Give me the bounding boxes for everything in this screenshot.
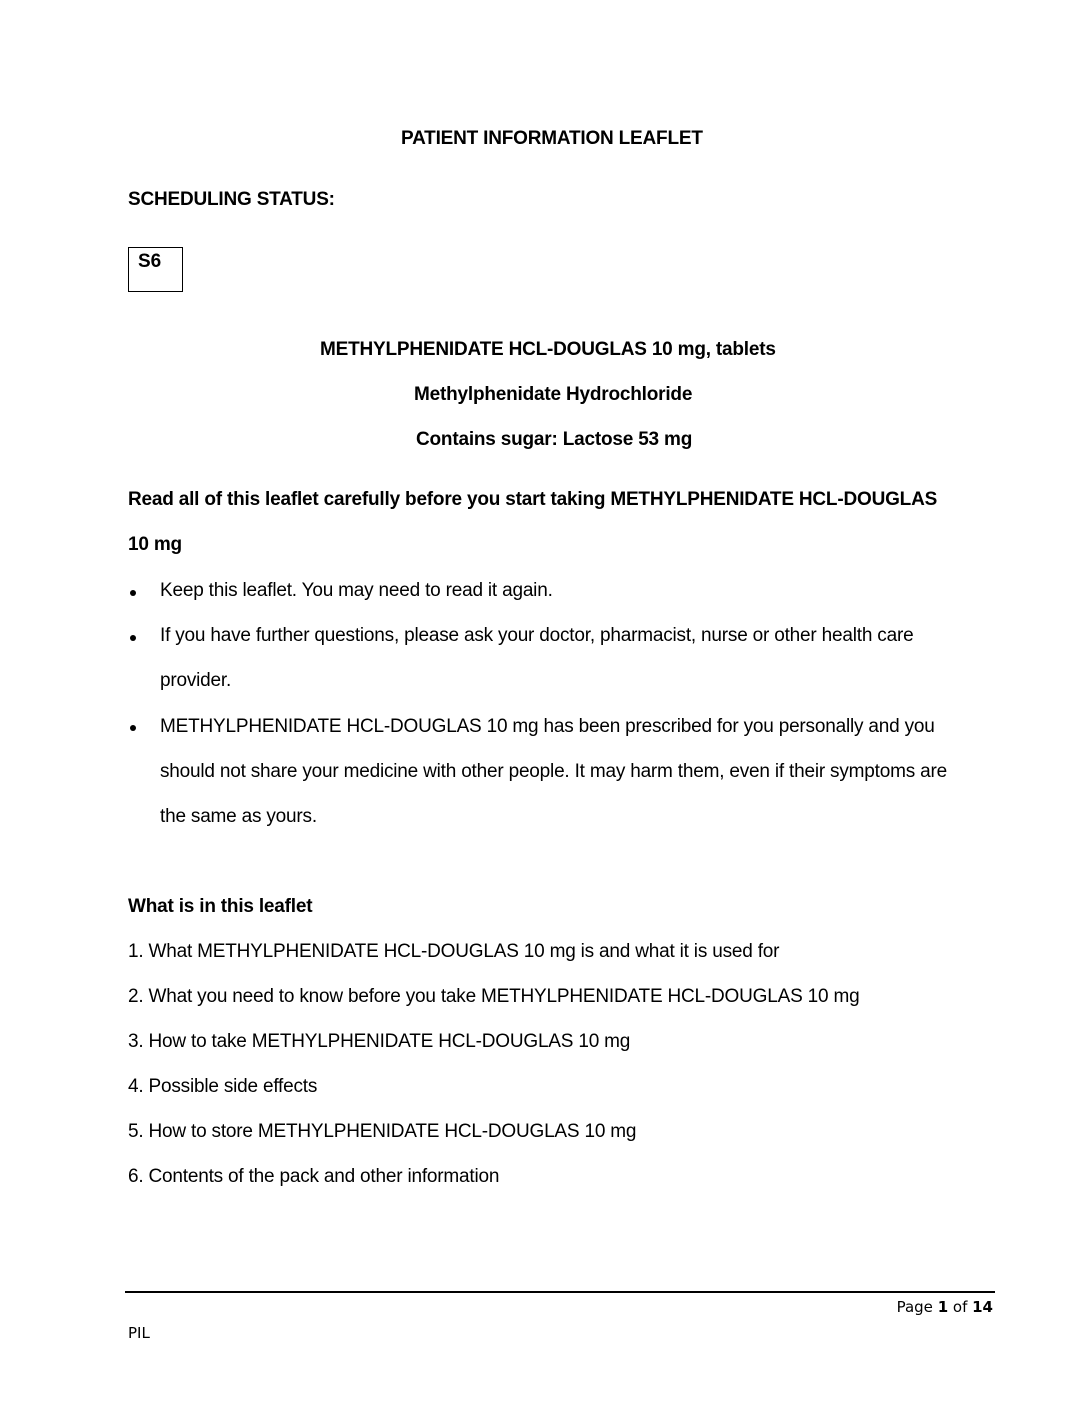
bullet-icon [130, 635, 136, 641]
footer-divider [125, 1291, 995, 1293]
scheduling-status-value: S6 [138, 251, 162, 272]
contents-item: 4. Possible side effects [128, 1076, 318, 1097]
footer-doc-code: PIL [128, 1324, 150, 1342]
intro-text-line: 10 mg [128, 534, 182, 555]
product-generic-name: Methylphenidate Hydrochloride [414, 384, 693, 405]
scheduling-status-box [128, 247, 183, 292]
bullet-icon [130, 590, 136, 596]
product-sugar-note: Contains sugar: Lactose 53 mg [416, 429, 693, 450]
scheduling-status-label: SCHEDULING STATUS: [128, 189, 335, 210]
contents-item: 6. Contents of the pack and other information [128, 1166, 500, 1187]
page-prefix: Page [896, 1298, 938, 1316]
page-title: PATIENT INFORMATION LEAFLET [401, 128, 703, 149]
bullet-text: If you have further questions, please ask your doctor, pharmacist, nurse or other health care [160, 625, 914, 646]
page-number [800, 1297, 993, 1317]
bullet-text: provider. [160, 670, 232, 691]
bullet-icon [130, 725, 136, 731]
page-current: 1 [937, 1298, 949, 1316]
intro-text-line: Read all of this leaflet carefully before you start taking METHYLPHENIDATE HCL-DOUGLAS [128, 489, 938, 510]
bullet-text: should not share your medicine with other people. It may harm them, even if their symptoms are [160, 761, 947, 782]
page-of: of [948, 1298, 973, 1316]
page-total: 14 [972, 1298, 993, 1316]
bullet-text: Keep this leaflet. You may need to read it again. [160, 580, 553, 601]
bullet-text: METHYLPHENIDATE HCL-DOUGLAS 10 mg has been prescribed for you personally and you [160, 716, 935, 737]
contents-item: 3. How to take METHYLPHENIDATE HCL-DOUGLAS 10 mg [128, 1031, 631, 1052]
bullet-text: the same as yours. [160, 806, 317, 827]
product-name: METHYLPHENIDATE HCL-DOUGLAS 10 mg, tablets [320, 339, 776, 360]
contents-item: 1. What METHYLPHENIDATE HCL-DOUGLAS 10 mg is and what it is used for [128, 941, 780, 962]
contents-item: 5. How to store METHYLPHENIDATE HCL-DOUGLAS 10 mg [128, 1121, 637, 1142]
contents-heading: What is in this leaflet [128, 896, 313, 917]
contents-item: 2. What you need to know before you take METHYLPHENIDATE HCL-DOUGLAS 10 mg [128, 986, 860, 1007]
